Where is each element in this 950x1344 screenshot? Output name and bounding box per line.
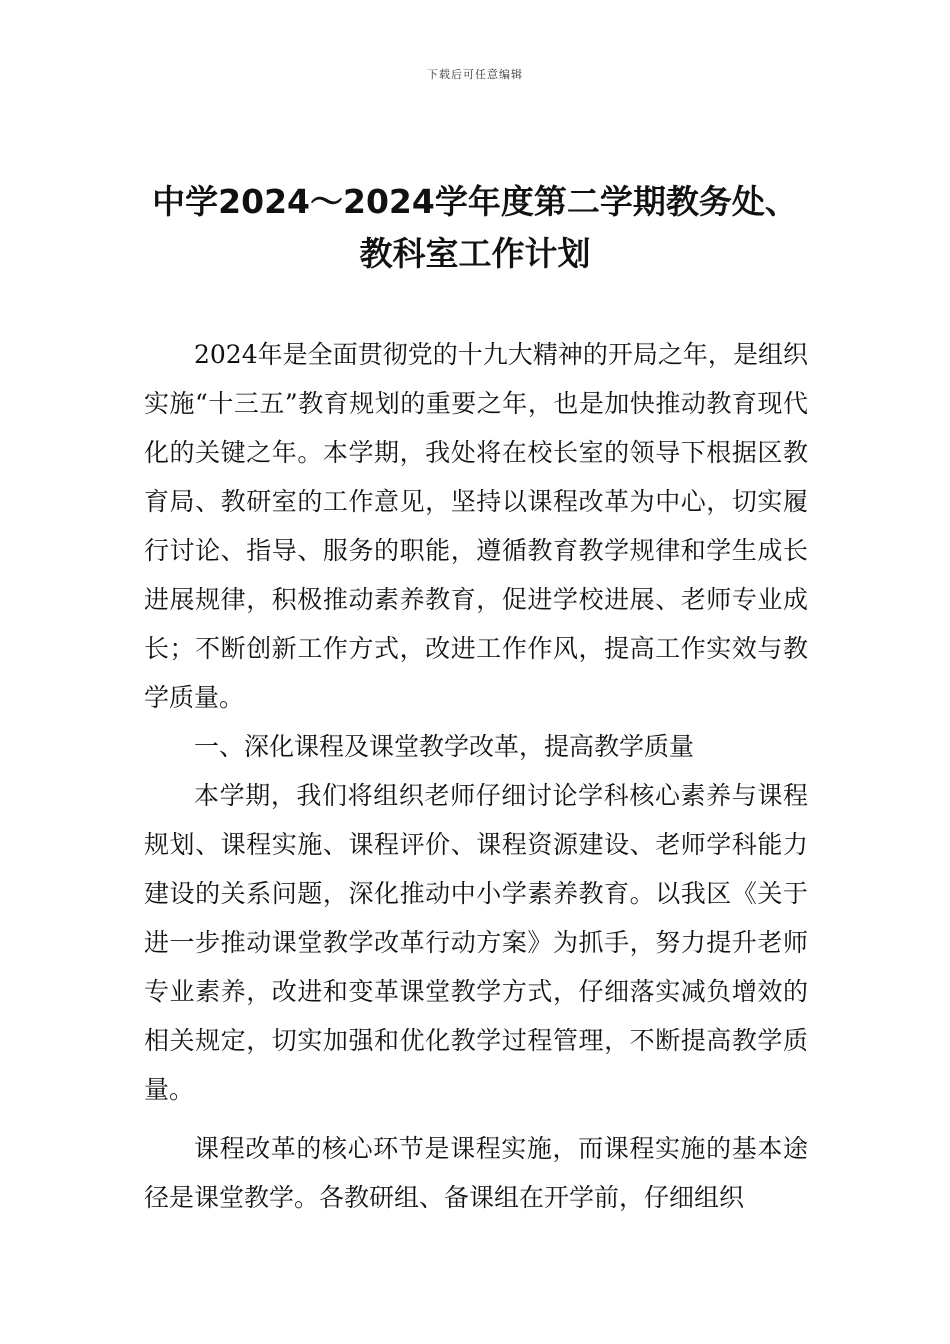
- document-title-line-1: 中学2024～2024学年度第二学期教务处、: [152, 182, 798, 221]
- header-note: 下载后可任意编辑: [427, 68, 523, 81]
- document-title-line-2: 教科室工作计划: [359, 234, 591, 273]
- document-title: [120, 176, 830, 280]
- paragraph-curriculum: 本学期，我们将组织老师仔细讨论学科核心素养与课程规划、课程实施、课程评价、课程资源建设、老师学科能力建设的关系问题，深化推动中小学素养教育。以我区《关于进一步推动课堂教学改革行动方案》为抓手，努力提升老师专业素养，改进和变革课堂教学方式，仔细落实减负增效的相关规定，切实加强和优化教学过程管理，不断提高教学质量。: [144, 781, 808, 1104]
- document-body: [144, 330, 808, 1222]
- paragraph-intro: 2024年是全面贯彻党的十九大精神的开局之年，是组织实施“十三五”教育规划的重要之年，也是加快推动教育现代化的关键之年。本学期，我处将在校长室的领导下根据区教育局、教研室的工作意见，坚持以课程改革为中心，切实履行讨论、指导、服务的职能，遵循教育教学规律和学生成长进展规律，积极推动素养教育，促进学校进展、老师专业成长；不断创新工作方式，改进工作作风，提高工作实效与教学质量。: [144, 340, 808, 712]
- section-heading-1: 一、深化课程及课堂教学改革，提高教学质量: [194, 732, 695, 761]
- paragraph-classroom: 课程改革的核心环节是课程实施，而课程实施的基本途径是课堂教学。各教研组、备课组在开学前，仔细组织: [144, 1134, 808, 1212]
